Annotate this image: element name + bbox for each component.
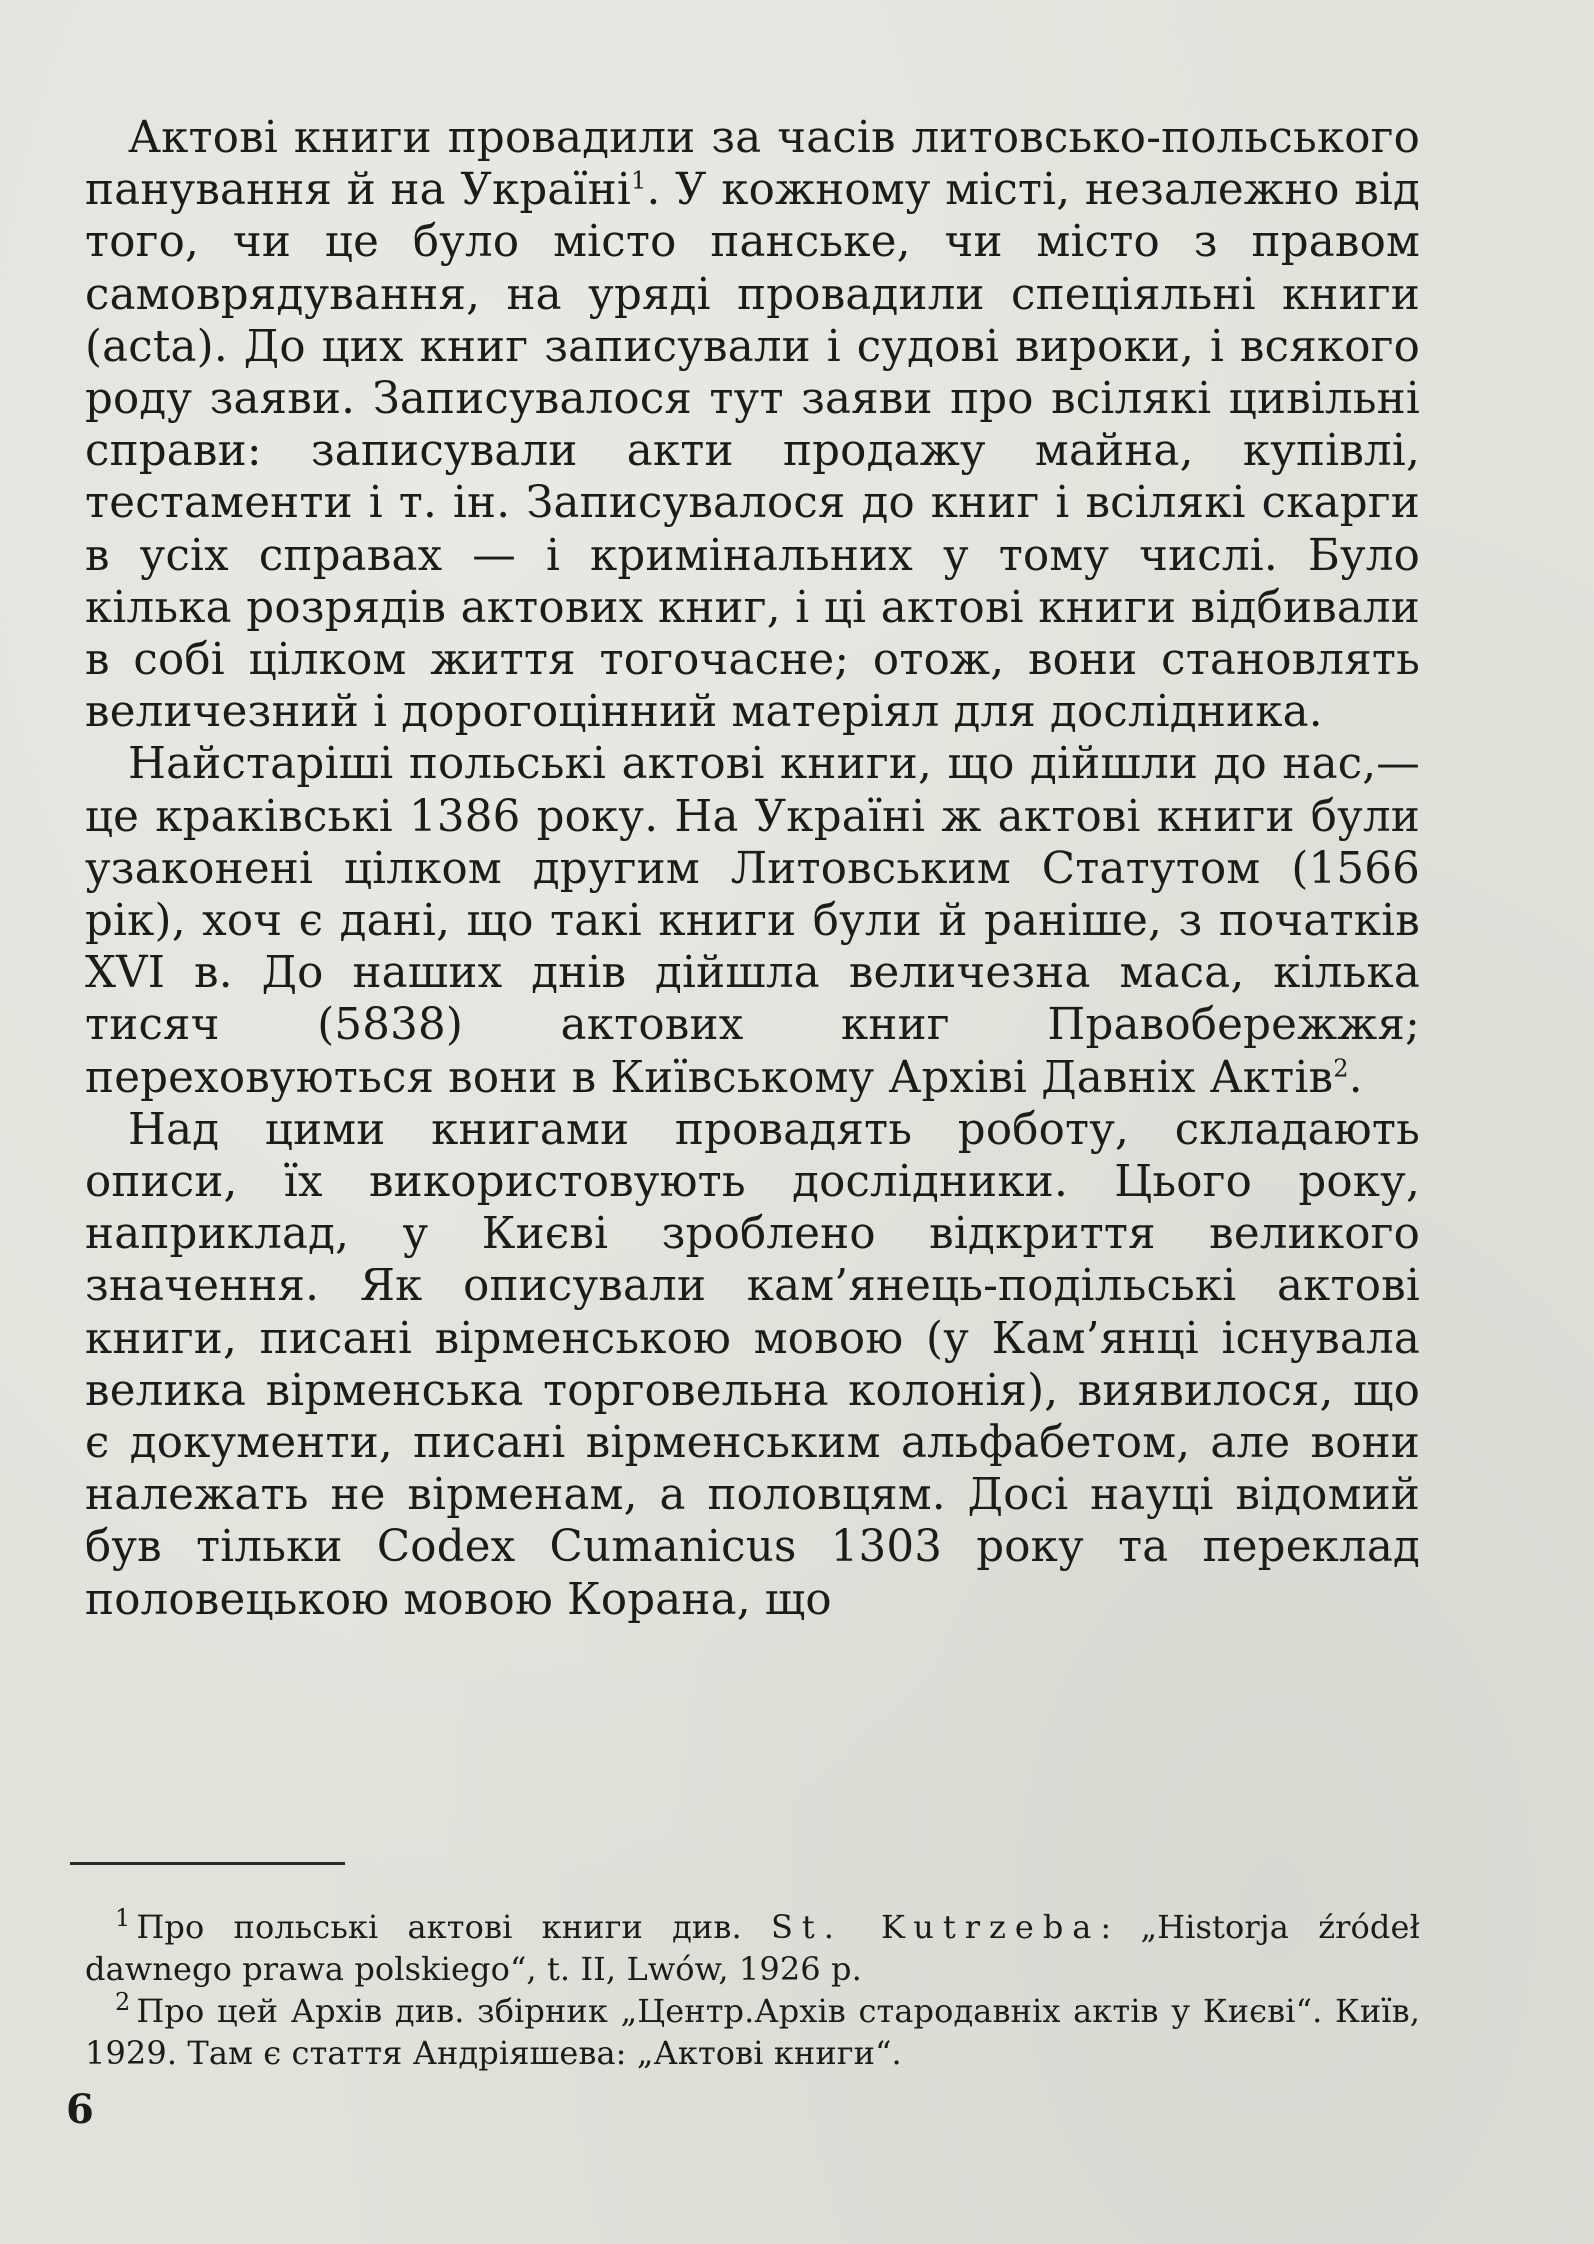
paragraph-2-text-start: Найстаріші польські актові книги, що дійшли до нас,—це краківські 1386 року. На Україні ж актові книги були узаконені цілком другим Литовським Статутом (1566 рік), хоч є дані, що такі книги були й раніше, з початків XVI в. До наших днів дійшла величезна маса, кілька тисяч (5838) актових книг Правобережжя; переховуються вони в Київському Архіві Давніх Актів (85, 739, 1420, 1103)
footnote-reference-1: 1 (630, 166, 647, 195)
paragraph-1-text-end: . У кожному місті, незалежно від того, чи це було місто панське, чи місто з правом самоврядування, на уряді провадили спеціяльні книги (acta). До цих книг записували і судові вироки, і всякого роду заяви. Записувалося тут заяви про всілякі цивільні справи: записували акти продажу майна, купівлі, тестаменти і т. ін. Записувалося до книг і всілякі скарги в усіх справах — і кримінальних у тому числі. Було кілька розрядів актових книг, і ці актові книги відбивали в собі цілком життя тогочасне; отож, вони становлять величезний і дорогоцінний матеріял для дослідника. (85, 165, 1420, 738)
paragraph-2-text-end: . (1348, 1052, 1363, 1103)
footnotes (85, 1906, 1420, 2074)
footnote-1-text-start: Про польські актові книги див. (136, 1908, 742, 1946)
paragraph-2 (85, 738, 1420, 1103)
footnote-divider (70, 1862, 345, 1865)
main-text (85, 112, 1420, 1626)
paragraph-3: Над цими книгами провадять роботу, складають описи, їх використовують дослідники. Цього року, наприклад, у Києві зроблено відкриття великого значення. Як описували кам’янець-подільські актові книги, писані вірменською мовою (у Кам’янці існувала велика вірменська торговельна колонія), виявилося, що є документи, писані вірменським альфабетом, але вони належать не вірменам, а половцям. Досі науці відомий був тільки Codex Cumanicus 1303 року та переклад половецькою мовою Корана, що (85, 1104, 1420, 1625)
footnote-2 (85, 1990, 1420, 2074)
footnote-1-author: St. Kutrzeba (770, 1908, 1101, 1946)
footnote-1-text-end: : „Historja źródeł dawnego prawa polskiego“, t. II, Lwów, 1926 р. (85, 1908, 1421, 1988)
paragraph-1-text-start: Актові книги провадили за часів литовсько-польського панування й на Україні (85, 113, 1420, 216)
footnote-2-text: Про цей Архів див. збірник „Центр.Архів стародавніх актів у Києві“. Київ, 1929. Там є стаття Андріяшева: „Актові книги“. (85, 1992, 1420, 2072)
footnote-reference-2: 2 (1333, 1054, 1349, 1083)
footnote-number-2: 2 (115, 1988, 131, 2017)
page-number: 6 (66, 2086, 94, 2133)
footnote-number-1: 1 (115, 1904, 131, 1933)
footnote-1 (85, 1906, 1420, 1990)
paragraph-1 (85, 112, 1420, 738)
